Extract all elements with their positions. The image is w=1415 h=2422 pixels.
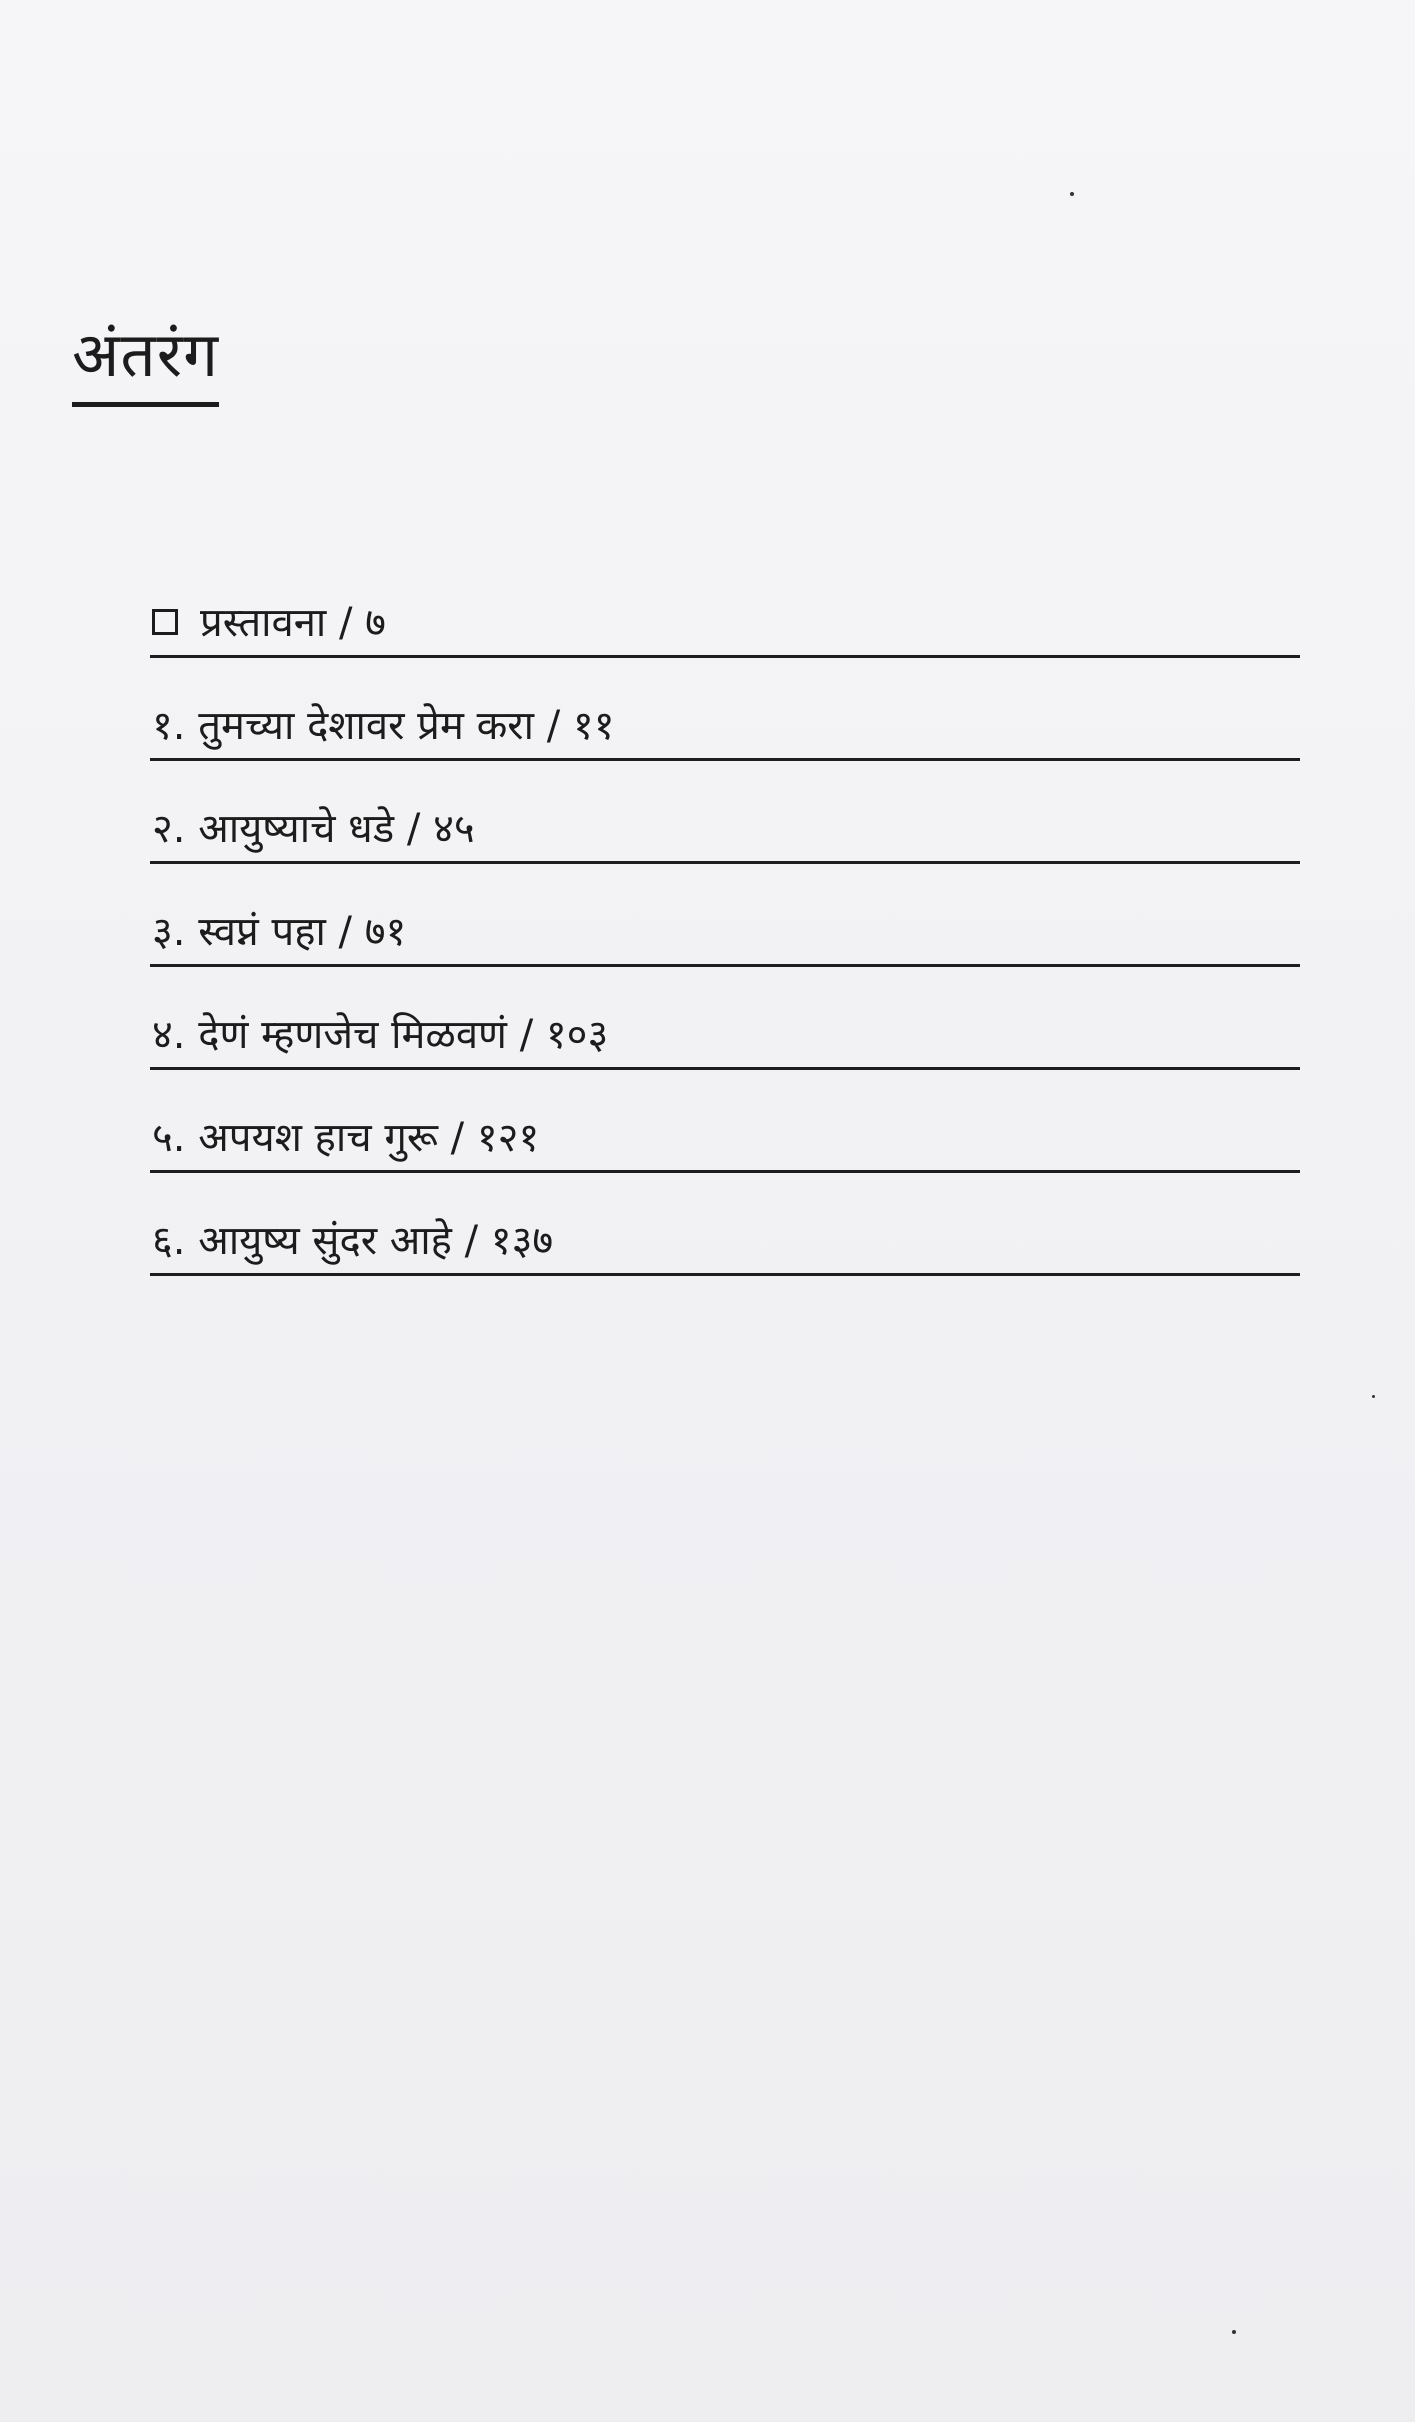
toc-entry-label: ४. देणं म्हणजेच मिळवणं / १०३	[152, 1012, 609, 1058]
toc-entry-text	[152, 599, 386, 647]
toc-entry-preface	[150, 555, 1300, 658]
table-of-contents	[150, 555, 1300, 1276]
toc-entry-4	[150, 967, 1300, 1070]
toc-entry-2	[150, 761, 1300, 864]
speck	[1232, 2330, 1236, 2334]
toc-entry-6	[150, 1173, 1300, 1276]
toc-entry-label: ५. अपयश हाच गुरू / १२१	[152, 1115, 540, 1161]
toc-entry-3	[150, 864, 1300, 967]
toc-entry-label: १. तुमच्या देशावर प्रेम करा / ११	[152, 703, 615, 749]
toc-entry-label: ३. स्वप्नं पहा / ७१	[152, 909, 407, 955]
speck	[1070, 192, 1074, 196]
toc-entry-label: २. आयुष्याचे धडे / ४५	[152, 806, 475, 852]
square-icon	[152, 609, 178, 635]
toc-entry-label: ६. आयुष्य सुंदर आहे / १३७	[152, 1218, 554, 1264]
toc-entry-5	[150, 1070, 1300, 1173]
toc-entry-label: प्रस्तावना / ७	[200, 600, 386, 646]
toc-entry-1	[150, 658, 1300, 761]
page-title: अंतरंग	[72, 318, 219, 407]
speck	[1372, 1395, 1375, 1398]
